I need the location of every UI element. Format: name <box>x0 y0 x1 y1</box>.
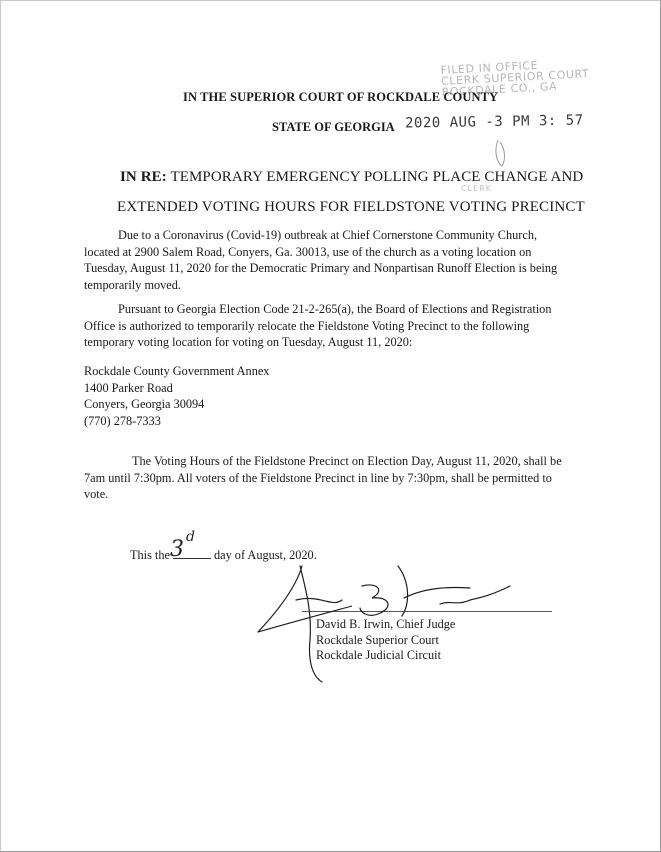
heading-line-2: EXTENDED VOTING HOURS FOR FIELDSTONE VOTING PRECINCT <box>117 199 585 215</box>
filed-stamp: FILED IN OFFICE CLERK SUPERIOR COURT ROCKDALE CO., GA <box>440 58 590 99</box>
handwritten-day-suffix: d <box>186 529 195 545</box>
address-street: 1400 Parker Road <box>84 380 173 395</box>
signature-line <box>302 611 552 612</box>
handwritten-day: 3 <box>170 537 184 562</box>
address-city: Conyers, Georgia 30094 <box>84 397 205 411</box>
judge-court: Rockdale Superior Court <box>316 632 439 647</box>
in-re-label: IN RE: <box>120 169 167 185</box>
paragraph-outbreak: Due to a Coronavirus (Covid-19) outbreak at Chief Cornerstone Community Church, located at 2900 Salem Road, Conyers, Ga. 30013, use of the church as a voting location on Tuesday, August 11, 2020 for the Democratic Primary and Nonpartisan Runoff Election is being temporarily moved. <box>84 228 558 292</box>
filing-date-stamp: 2020 AUG -3 PM 3: 57 <box>404 112 584 132</box>
day-blank <box>173 546 211 559</box>
address-name: Rockdale County Government Annex <box>84 364 270 378</box>
court-title: IN THE SUPERIOR COURT OF ROCKDALE COUNTY <box>183 90 499 104</box>
new-location-address <box>84 363 269 429</box>
heading-line-1: TEMPORARY EMERGENCY POLLING PLACE CHANGE AND <box>170 169 584 185</box>
in-re-heading <box>120 169 583 186</box>
clerk-stamp: CLERK <box>461 184 492 193</box>
paragraph-relocation: Pursuant to Georgia Election Code 21-2-265(a), the Board of Elections and Registration Office is authorized to temporarily relocate the Fieldstone Voting Precinct to the following temporary voting location for voting on Tuesday, August 11, 2020: <box>84 302 552 349</box>
this-the-label: This the <box>130 548 170 562</box>
day-of-text: day of August, 2020. <box>213 548 317 562</box>
state-title: STATE OF GEORGIA <box>272 120 395 134</box>
paragraph-voting-hours: The Voting Hours of the Fieldstone Precinct on Election Day, August 11, 2020, shall be 7am until 7:30pm. All voters of the Fieldstone Precinct in line by 7:30pm, shall be permitted to vote. <box>84 454 562 501</box>
judge-signature-block <box>316 617 455 664</box>
judge-circuit: Rockdale Judicial Circuit <box>316 648 441 662</box>
judge-name: David B. Irwin, Chief Judge <box>316 617 456 631</box>
address-phone: (770) 278-7333 <box>84 413 161 428</box>
signed-date-line <box>130 546 317 563</box>
